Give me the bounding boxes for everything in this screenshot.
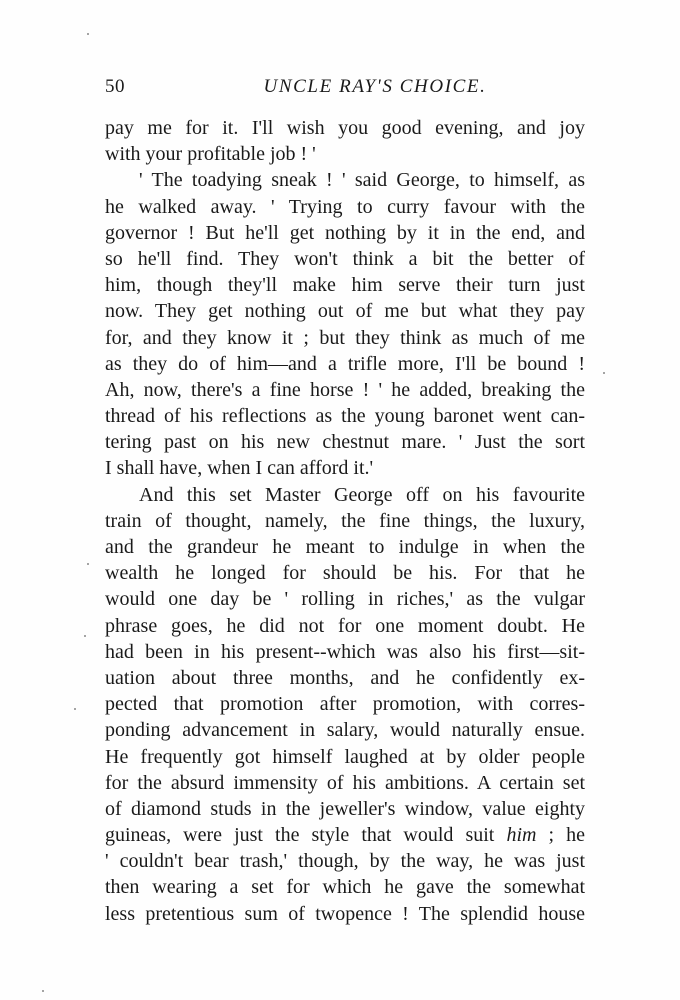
page-number: 50 [105,76,125,97]
text-line: he walked away. ' Trying to curry favour with the [105,195,585,218]
body-text [105,115,585,927]
emphasis-text: him [506,824,537,847]
paper-speck [87,563,89,565]
text-line: then wearing a set for which he gave the somewhat [105,876,585,899]
text-line: of diamond studs in the jeweller's window, value eighty [105,797,585,820]
paper-speck [84,635,86,637]
text-line: He frequently got himself laughed at by older people [105,745,585,768]
text-line: I shall have, when I can afford it.' [105,457,374,480]
text-line: for the absurd immensity of his ambitions. A certain set [105,771,585,794]
text-line: ' couldn't bear trash,' though, by the way, he was just [105,850,585,873]
text-line: pay me for it. I'll wish you good evening, and joy [105,117,585,139]
running-head: UNCLE RAY'S CHOICE. [263,76,487,97]
paper-speck [42,990,44,992]
text-line: now. They get nothing out of me but what they pay [105,300,585,323]
text-line: would one day be ' rolling in riches,' as the vulgar [105,588,585,611]
text-line: wealth he longed for should be his. For that he [105,562,585,585]
paper-speck [87,33,89,35]
text-line: phrase goes, he did not for one moment doubt. He [105,614,585,637]
text-line: less pretentious sum of twopence ! The splendid house [105,902,585,925]
text-line: governor ! But he'll get nothing by it in the end, and [105,221,585,244]
text-line: uation about three months, and he confidently ex- [105,666,585,689]
text-line: tering past on his new chestnut mare. ' Just the sort [105,431,585,454]
text-line: for, and they know it ; but they think as much of me [105,326,585,349]
text-line: with your profitable job ! ' [105,143,316,166]
paper-speck [74,708,76,710]
text-line: And this set Master George off on his favourite [139,483,585,506]
text-line: thread of his reflections as the young baronet went can- [105,405,585,428]
text-line [105,822,585,848]
text-line: pected that promotion after promotion, with corres- [105,693,585,716]
page-header [105,76,585,102]
text-line: train of thought, namely, the fine things, the luxury, [105,509,585,532]
text-line: and the grandeur he meant to indulge in when the [105,536,585,558]
text-line: so he'll find. They won't think a bit the better of [105,247,585,270]
text-line: ponding advancement in salary, would naturally ensue. [105,719,585,742]
text-line: him, though they'll make him serve their turn just [105,274,585,297]
text-segment: guineas, were just the style that would suit [105,824,507,847]
text-line: as they do of him—and a trifle more, I'll be bound ! [105,352,585,375]
paper-speck [603,372,605,374]
text-line: ' The toadying sneak ! ' said George, to himself, as [139,169,585,192]
text-line: had been in his present--which was also his first—sit- [105,640,585,663]
text-segment: ; he [536,824,585,847]
text-line: Ah, now, there's a fine horse ! ' he added, breaking the [105,378,585,401]
